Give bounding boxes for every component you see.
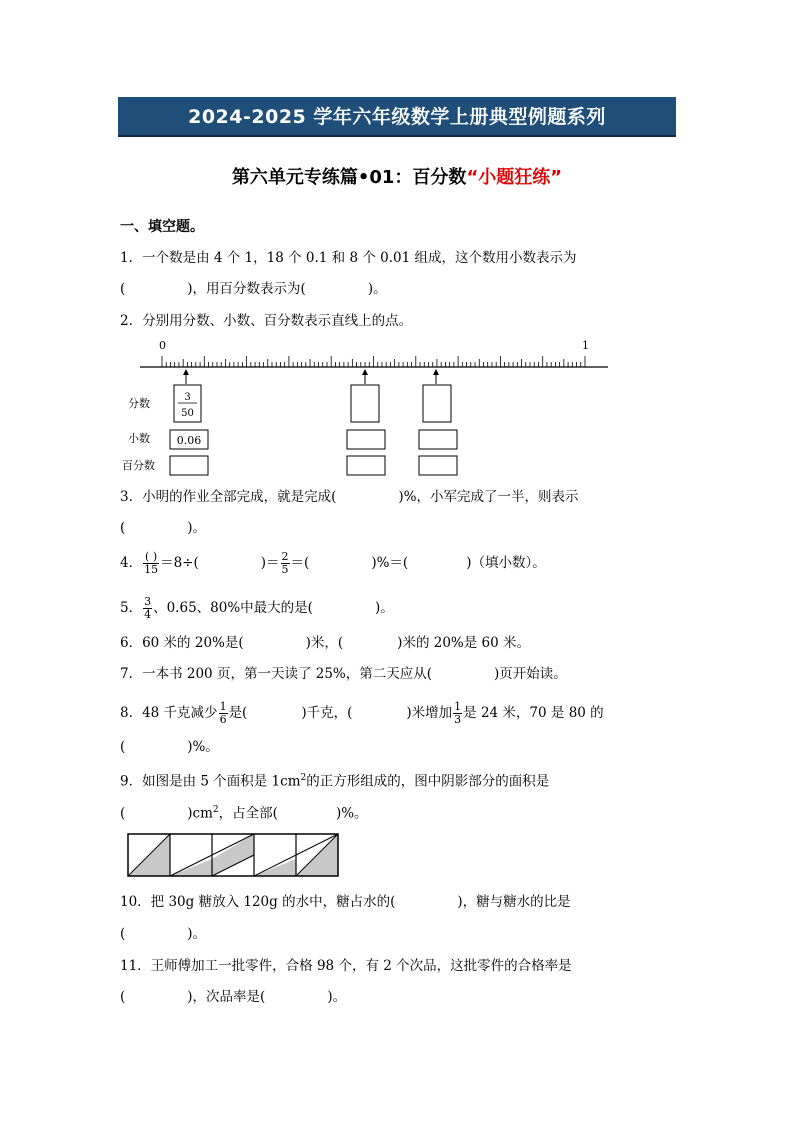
ruler-ticks [162,356,585,367]
row-label-percent: 百分数 [122,459,155,472]
q4-line: 4． $\frac{( )}{15}$ ＝8÷( )＝ $\frac{2}{5}$ ＝( )%＝( )（填小数）。 [120,550,546,576]
ruler-start-label: 0 [159,339,166,352]
section-title: 一、填空题。 [120,219,204,235]
q1-line2: ( )，用百分数表示为( )。 [120,281,387,297]
subtitle-main: 第六单元专练篇•01：百分数 [231,167,467,188]
row-label-fraction: 分数 [128,397,150,410]
fraction-numerator: 3 [184,392,191,403]
arrow-1 [183,369,189,384]
fraction-denominator: 50 [181,408,194,419]
title-banner: 2024-2025 学年六年级数学上册典型例题系列 [118,97,676,137]
arrow-2 [362,369,368,384]
q11-line2: ( )，次品率是( )。 [120,989,347,1005]
q6-line: 6．60 米的 20%是( )米，( )米的 20%是 60 米。 [120,635,530,651]
ruler-end-label: 1 [582,339,589,352]
arrow-3 [433,369,439,384]
number-line-figure [110,336,620,480]
squares-figure [126,832,342,880]
percent-box-1[interactable] [170,456,208,475]
q1-line1: 1．一个数是由 4 个 1，18 个 0.1 和 8 个 0.01 组成，这个数用小数表示为 [120,250,577,266]
q11-line1: 11．王师傅加工一批零件，合格 98 个，有 2 个次品，这批零件的合格率是 [120,958,572,974]
subtitle-highlight: “小题狂练” [466,167,563,188]
q8-line2: ( )%。 [120,739,219,755]
q9-line2: ( )$cm^2$，占全部( )%。 [120,805,368,822]
q10-line2: ( )。 [120,926,207,942]
fraction: $\frac{( )}{15}$ [144,550,159,576]
fraction: $\frac{2}{5}$ [281,550,289,576]
fraction-box-2[interactable] [351,385,379,422]
shaded-triangle-4 [254,859,296,876]
q3-line1: 3．小明的作业全部完成，就是完成( )%，小军完成了一半，则表示 [120,489,579,505]
fraction-box-3[interactable] [423,385,451,422]
q7-line: 7．一本书 200 页，第一天读了 25%，第二天应从( )页开始读。 [120,666,567,682]
given-decimal: 0.06 [176,434,202,447]
q2-text: 2．分别用分数、小数、百分数表示直线上的点。 [120,313,413,329]
fraction: $\frac{3}{4}$ [144,595,152,621]
q9-line1: 9．如图是由 5 个面积是 $1cm^2$的正方形组成的，图中阴影部分的面积是 [120,773,550,790]
q5-line: 5． $\frac{3}{4}$ 、0.65、80%中最大的是( )。 [120,595,394,621]
q8-line1: 8．48 千克减少 $\frac{1}{6}$ 是( )千克，( )米增加 $\frac{1}{3}$ 是 24 米，70 是 80 的 [120,700,604,726]
percent-box-2[interactable] [347,456,385,475]
decimal-box-2[interactable] [347,430,385,449]
page-subtitle [0,163,794,189]
fraction: $\frac{1}{6}$ [219,700,227,726]
q10-line1: 10．把 30g 糖放入 120g 的水中，糖占水的( )，糖与糖水的比是 [120,894,571,910]
row-label-decimal: 小数 [128,432,150,445]
q3-line2: ( )。 [120,520,207,536]
percent-box-3[interactable] [419,456,457,475]
decimal-box-3[interactable] [419,430,457,449]
fraction: $\frac{1}{3}$ [454,700,462,726]
